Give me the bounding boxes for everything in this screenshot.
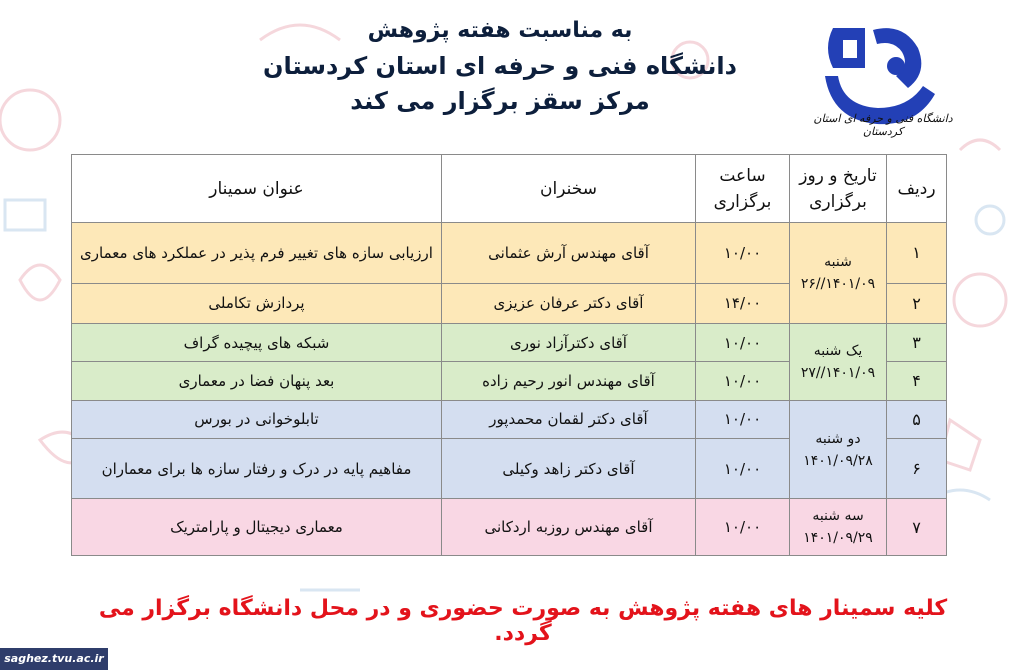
time-cell: ۱۰/۰۰: [696, 362, 790, 400]
time-cell: ۱۰/۰۰: [696, 400, 790, 438]
table-row: [72, 223, 947, 284]
header-speaker: سخنران: [442, 155, 696, 223]
title-cell: معماری دیجیتال و پارامتریک: [72, 499, 442, 556]
speaker-cell: آقای دکتر لقمان محمدپور: [442, 400, 696, 438]
seminar-schedule-table: [71, 154, 947, 556]
date-cell: [790, 400, 887, 499]
time-cell: ۱۴/۰۰: [696, 283, 790, 323]
header-row-number: ردیف: [887, 155, 947, 223]
row-number: ۶: [887, 438, 947, 499]
row-number: ۴: [887, 362, 947, 400]
date-cell: [790, 223, 887, 324]
date-day: سه شنبه: [812, 508, 864, 525]
date-value: ۱۴۰۱/۰۹//۲۷: [800, 364, 876, 381]
time-cell: ۱۰/۰۰: [696, 499, 790, 556]
speaker-cell: آقای مهندس انور رحیم زاده: [442, 362, 696, 400]
speaker-cell: آقای مهندس آرش عثمانی: [442, 223, 696, 284]
time-cell: ۱۰/۰۰: [696, 323, 790, 361]
date-cell: [790, 323, 887, 400]
row-number: ۷: [887, 499, 947, 556]
logo-caption: دانشگاه فنی و حرفه ای استان کردستان: [813, 112, 953, 138]
speaker-cell: آقای دکتر زاهد وکیلی: [442, 438, 696, 499]
speaker-cell: آقای دکترآزاد نوری: [442, 323, 696, 361]
date-value: ۱۴۰۱/۰۹//۲۶: [800, 275, 876, 292]
title-cell: شبکه های پیچیده گراف: [72, 323, 442, 361]
row-number: ۵: [887, 400, 947, 438]
header-line-3: مرکز سقز برگزار می کند: [350, 87, 650, 115]
date-value: ۱۴۰۱/۰۹/۲۸: [803, 452, 873, 469]
row-number: ۲: [887, 283, 947, 323]
title-cell: پردازش تکاملی: [72, 283, 442, 323]
date-value: ۱۴۰۱/۰۹/۲۹: [803, 530, 873, 547]
title-cell: تابلوخوانی در بورس: [72, 400, 442, 438]
table-row: [72, 323, 947, 361]
page-header: [210, 14, 790, 118]
date-day: دو شنبه: [815, 430, 861, 447]
header-time: ساعت برگزاری: [696, 155, 790, 223]
title-cell: بعد پنهان فضا در معماری: [72, 362, 442, 400]
date-cell: [790, 499, 887, 556]
title-cell: ارزیابی سازه های تغییر فرم پذیر در عملکرد های معماری: [72, 223, 442, 284]
table-row: [72, 499, 947, 556]
header-line-1: به مناسبت هفته پژوهش: [367, 18, 633, 43]
date-day: یک شنبه: [813, 342, 863, 359]
header-title: عنوان سمینار: [72, 155, 442, 223]
speaker-cell: آقای مهندس روزبه اردکانی: [442, 499, 696, 556]
table-row: [72, 400, 947, 438]
speaker-cell: آقای دکتر عرفان عزیزی: [442, 283, 696, 323]
row-number: ۳: [887, 323, 947, 361]
time-cell: ۱۰/۰۰: [696, 438, 790, 499]
date-day: شنبه: [824, 253, 852, 270]
table-header-row: [72, 155, 947, 223]
footer-note: کلیه سمینار های هفته پژوهش به صورت حضوری و در محل دانشگاه برگزار می گردد.: [98, 596, 948, 646]
site-url-link[interactable]: saghez.tvu.ac.ir: [0, 648, 108, 670]
header-line-2: دانشگاه فنی و حرفه ای استان کردستان: [263, 52, 737, 80]
title-cell: مفاهیم پایه در درک و رفتار سازه ها برای معماران: [72, 438, 442, 499]
header-date: تاریخ و روز برگزاری: [790, 155, 887, 223]
row-number: ۱: [887, 223, 947, 284]
time-cell: ۱۰/۰۰: [696, 223, 790, 284]
